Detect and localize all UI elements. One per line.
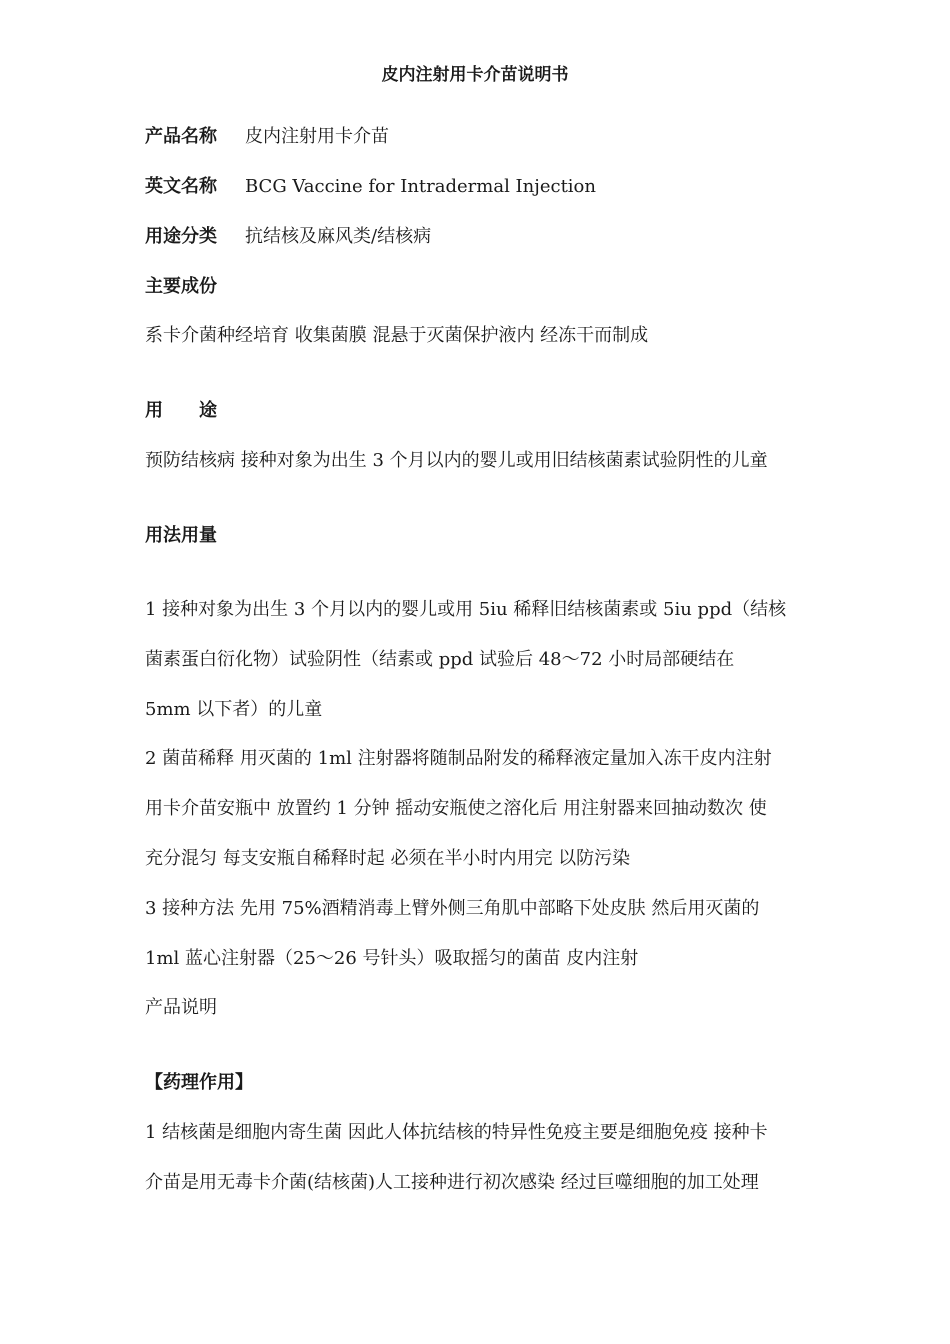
dosage-line: 5mm 以下者）的儿童: [145, 699, 323, 720]
field-english-name: [145, 173, 596, 201]
product-name-label: 产品名称: [145, 126, 217, 147]
field-product-name: [145, 123, 389, 151]
dosage-line: 1ml 蓝心注射器（25～26 号针头）吸取摇匀的菌苗 皮内注射: [145, 948, 639, 969]
field-category: [145, 223, 431, 251]
ingredients-label: 主要成份: [145, 276, 217, 297]
english-name-value: BCG Vaccine for Intradermal Injection: [245, 176, 596, 197]
dosage-line: 充分混匀 每支安瓶自稀释时起 必须在半小时内用完 以防污染: [145, 848, 631, 869]
usage-label: [145, 397, 217, 425]
dosage-line: 用卡介苗安瓶中 放置约 1 分钟 摇动安瓶使之溶化后 用注射器来回抽动数次 使: [145, 798, 767, 819]
english-name-label: 英文名称: [145, 176, 217, 197]
document-title: 皮内注射用卡介苗说明书: [381, 65, 569, 85]
dosage-line: 菌素蛋白衍化物）试验阴性（结素或 ppd 试验后 48～72 小时局部硬结在: [145, 649, 735, 670]
dosage-label: 用法用量: [145, 525, 217, 546]
dosage-line: 3 接种方法 先用 75%酒精消毒上臂外侧三角肌中部略下处皮肤 然后用灭菌的: [145, 898, 760, 919]
product-name-value: 皮内注射用卡介苗: [245, 126, 389, 147]
pharmacology-label: 【药理作用】: [145, 1072, 253, 1093]
dosage-line: 1 接种对象为出生 3 个月以内的婴儿或用 5iu 稀释旧结核菌素或 5iu ppd（结核: [145, 599, 787, 620]
pharmacology-line: 介苗是用无毒卡介菌(结核菌)人工接种进行初次感染 经过巨噬细胞的加工处理: [145, 1172, 759, 1193]
dosage-line: 2 菌苗稀释 用灭菌的 1ml 注射器将随制品附发的稀释液定量加入冻干皮内注射: [145, 748, 772, 769]
ingredients-text: 系卡介菌种经培育 收集菌膜 混悬于灭菌保护液内 经冻干而制成: [145, 325, 649, 346]
category-value: 抗结核及麻风类/结核病: [245, 226, 432, 247]
pharmacology-line: 1 结核菌是细胞内寄生菌 因此人体抗结核的特异性免疫主要是细胞免疫 接种卡: [145, 1122, 768, 1143]
usage-label-char-1: 用: [145, 400, 163, 421]
product-description-heading: 产品说明: [145, 997, 217, 1018]
usage-text: 预防结核病 接种对象为出生 3 个月以内的婴儿或用旧结核菌素试验阴性的儿童: [145, 450, 768, 471]
usage-label-char-2: 途: [199, 400, 217, 421]
category-label: 用途分类: [145, 226, 217, 247]
